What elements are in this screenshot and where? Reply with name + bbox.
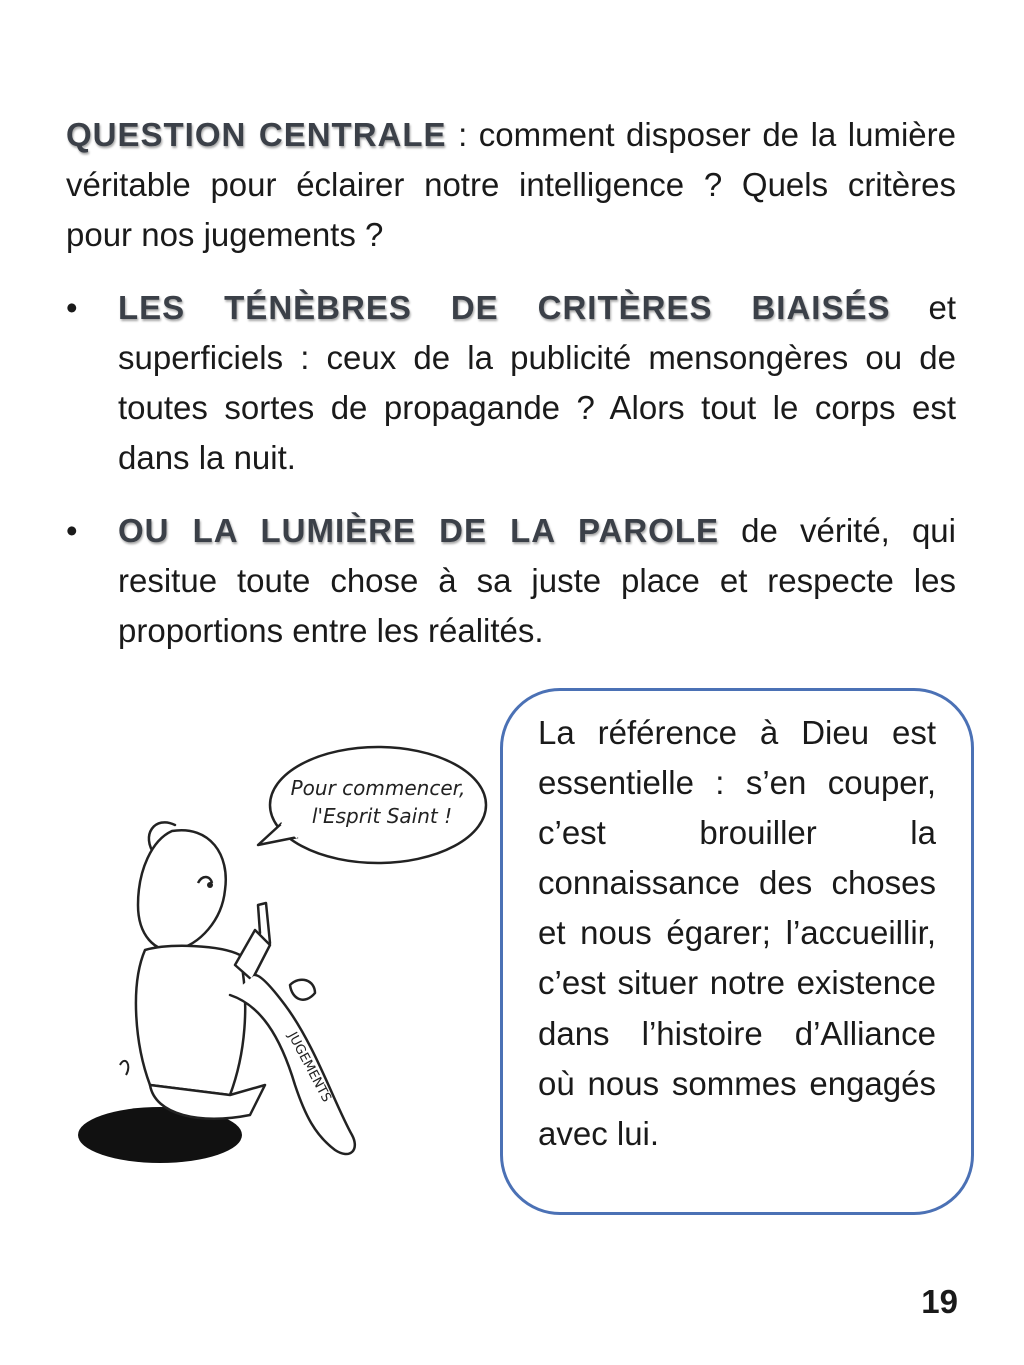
bullet-heading: LES TÉNÈBRES DE CRITÈRES BIAISÉS — [118, 289, 891, 326]
intro-paragraph — [66, 110, 956, 260]
bullet-marker: • — [66, 512, 78, 549]
praying-figure-illustration — [60, 705, 500, 1215]
bullet-item-lumiere — [118, 506, 956, 656]
scroll-text: JUGEMENTS — [284, 1029, 334, 1105]
bullet-text: et superficiels : ceux de la publicité mensongères ou de toutes sortes de propagande ? Alors tout le corps est dans la nuit. — [118, 289, 956, 476]
callout-text: La référence à Dieu est essentielle : s’en couper, c’est brouiller la connaissance des choses et nous égarer; l’accueillir, c’est situer notre existence dans l’histoire d’Alliance où nous sommes engagés avec lui. — [538, 714, 936, 1152]
page-number: 19 — [921, 1283, 958, 1320]
bullet-item-tenebres — [118, 283, 956, 483]
bullet-heading: OU LA LUMIÈRE DE LA PAROLE — [118, 512, 720, 549]
bullet-text: de vérité, qui resitue toute chose à sa juste place et respecte les proportions entre les réalités. — [118, 512, 956, 649]
bullet-marker: • — [66, 289, 78, 326]
intro-heading: QUESTION CENTRALE — [66, 116, 447, 153]
intro-text: : comment disposer de la lumière véritable pour éclairer notre intelligence ? Quels critères pour nos jugements ? — [66, 116, 956, 253]
speech-bubble-line1: Pour commencer, — [290, 776, 466, 800]
figure — [136, 822, 355, 1154]
speech-bubble-line2: l'Esprit Saint ! — [311, 804, 453, 828]
